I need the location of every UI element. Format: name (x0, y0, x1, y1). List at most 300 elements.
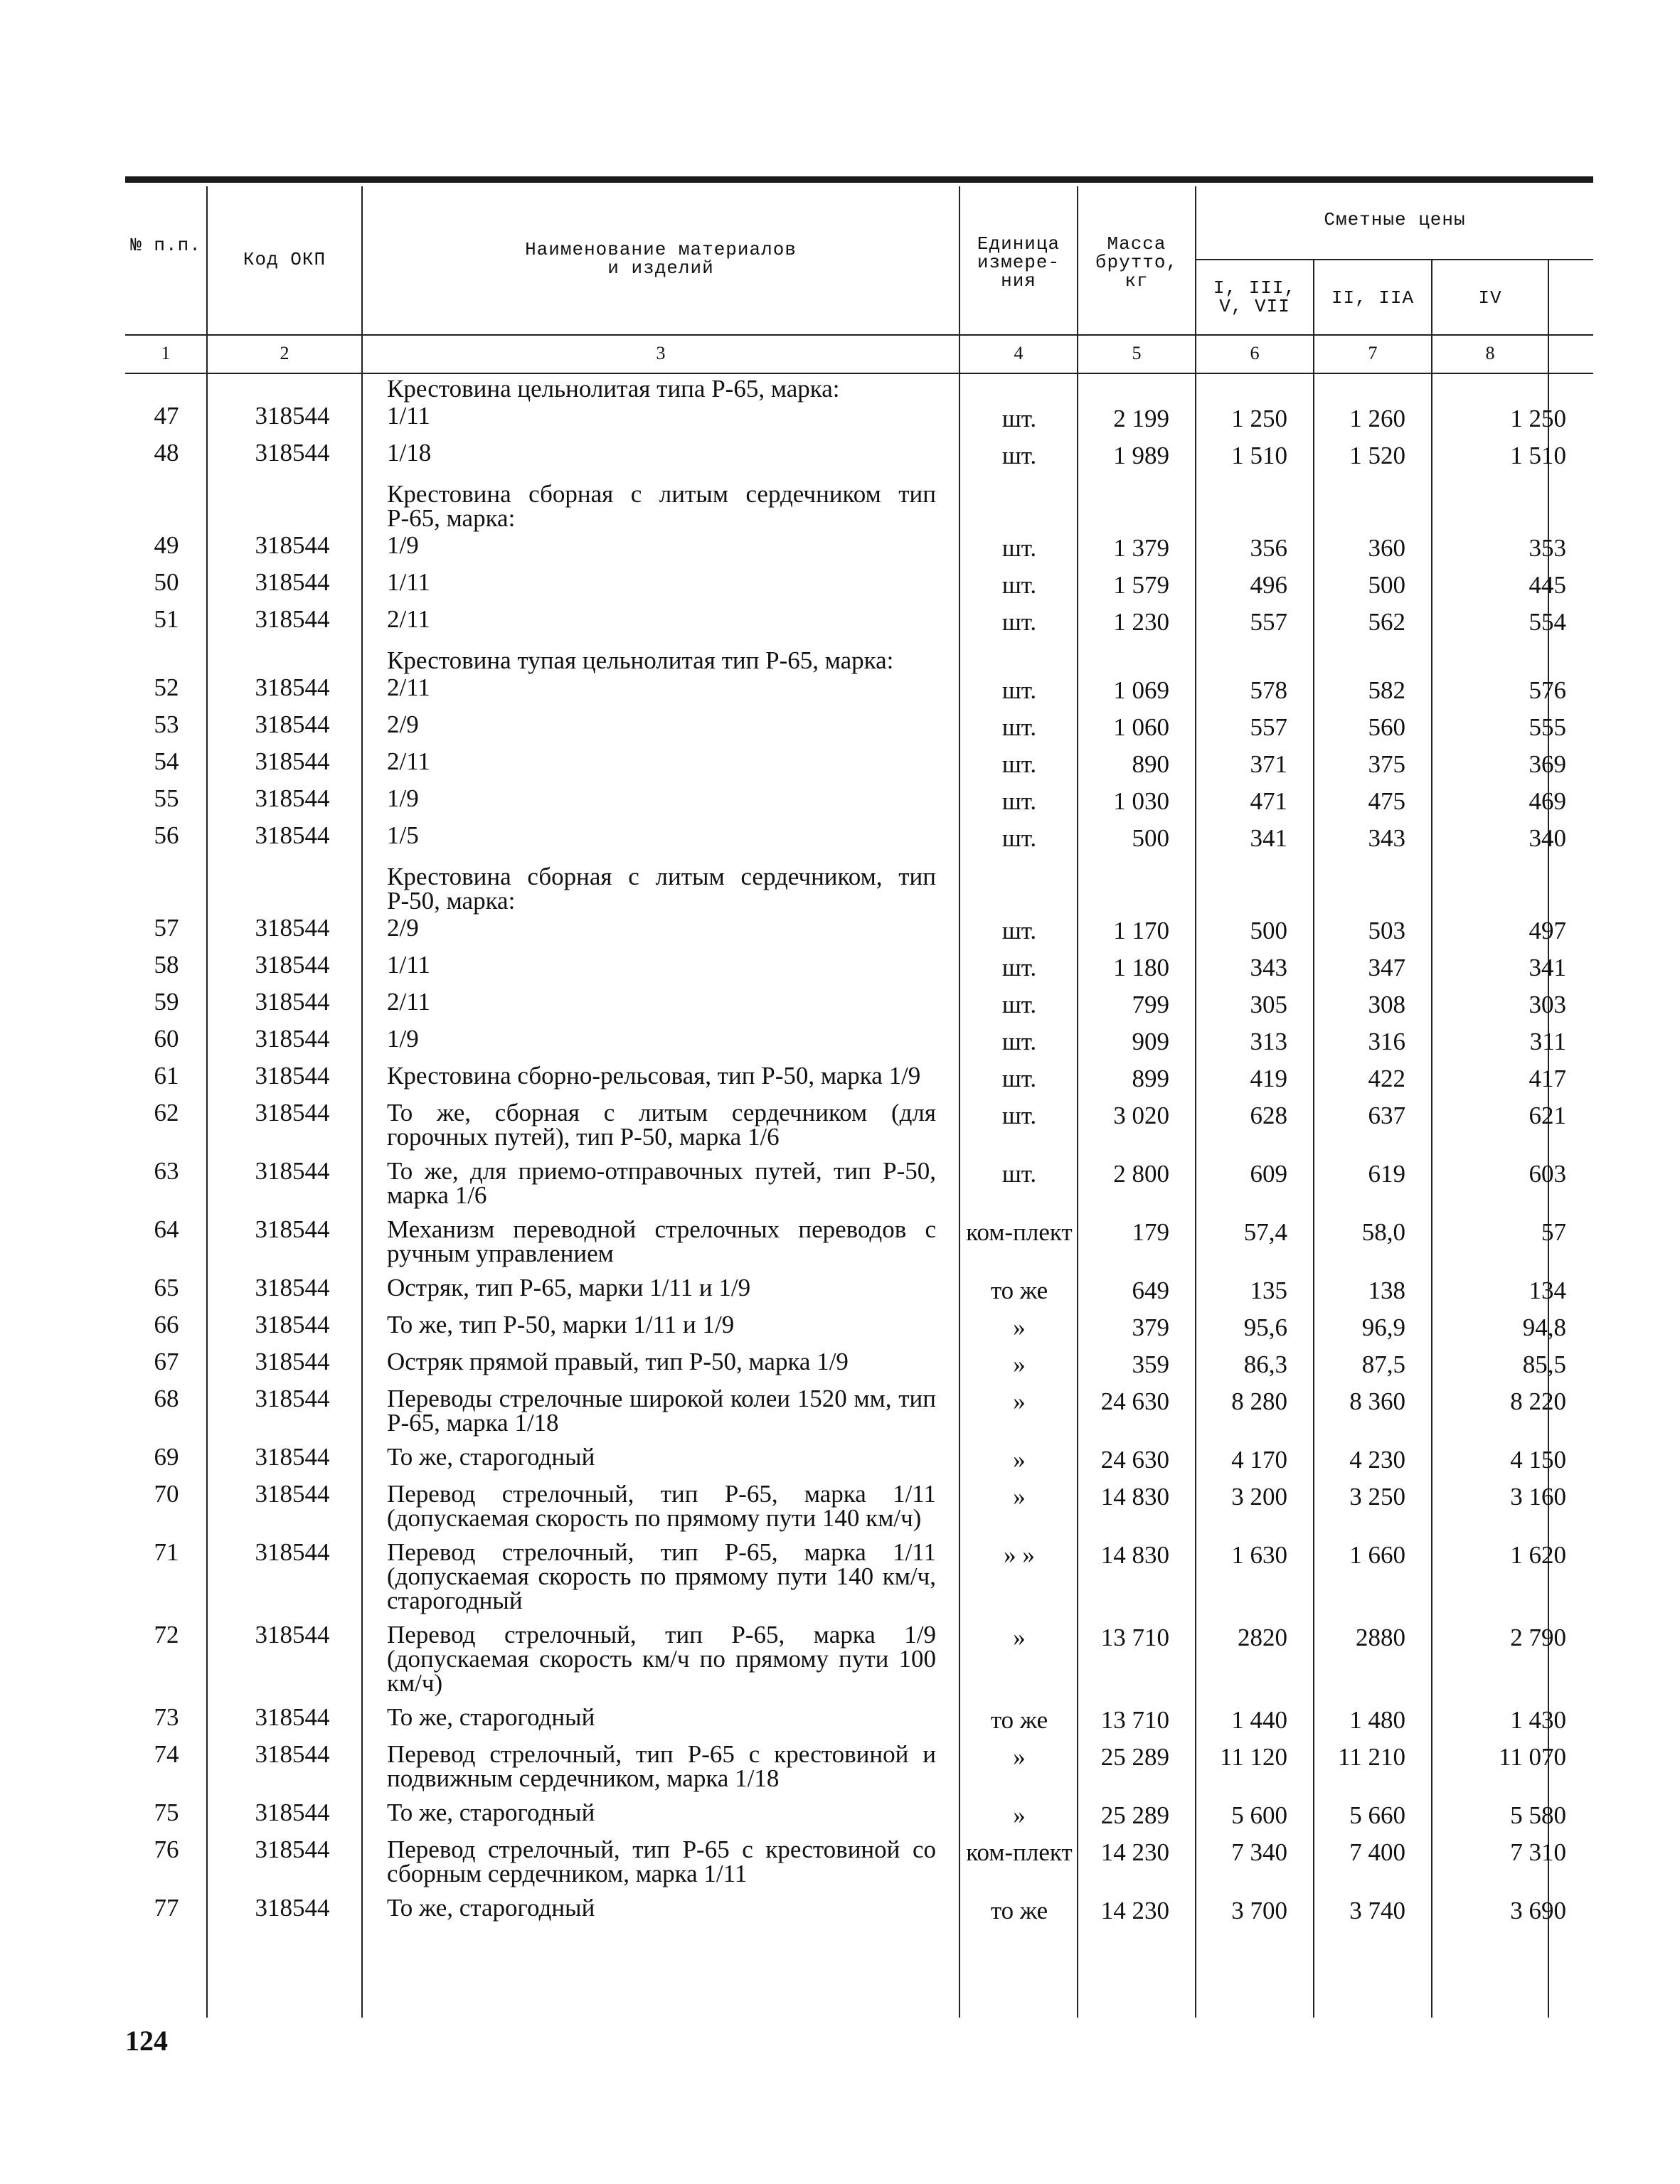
unit: шт. (1001, 1160, 1037, 1188)
column-number: 5 (1132, 343, 1142, 363)
column-number: 6 (1250, 343, 1260, 363)
mass: 1 379 (1113, 534, 1169, 562)
row-number: 55 (154, 784, 179, 812)
table-row (125, 1893, 1593, 1930)
okp-code: 318544 (255, 1443, 330, 1471)
mass: 179 (1132, 1218, 1169, 1246)
price-zone-3: 1 250 (1510, 405, 1566, 432)
unit: шт. (1001, 713, 1037, 741)
table-row (125, 1703, 1593, 1740)
okp-code: 318544 (255, 568, 330, 596)
price-zone-3: 603 (1529, 1160, 1566, 1188)
row-number: 77 (154, 1894, 179, 1922)
item-name: Остряк, тип Р-65, марки 1/11 и 1/9 (387, 1274, 751, 1301)
item-name: То же, старогодный (387, 1894, 595, 1922)
mass: 890 (1132, 750, 1169, 778)
price-zone-1: 7 340 (1231, 1838, 1287, 1866)
mass: 899 (1132, 1065, 1169, 1092)
item-name: 2/11 (387, 747, 430, 775)
price-zone-1: 578 (1250, 676, 1287, 704)
table-row (125, 710, 1593, 747)
unit: шт. (1001, 954, 1037, 981)
price-zone-2: 7 400 (1349, 1838, 1405, 1866)
row-number: 62 (154, 1099, 179, 1126)
header-col-unit: Единица измере- ния (977, 233, 1060, 292)
mass: 909 (1132, 1028, 1169, 1055)
row-number: 54 (154, 747, 179, 775)
okp-code: 318544 (255, 1348, 330, 1375)
price-zone-2: 2880 (1356, 1624, 1405, 1651)
row-number: 52 (154, 673, 179, 701)
price-zone-2: 11 210 (1338, 1743, 1405, 1771)
price-zone-1: 500 (1250, 917, 1287, 944)
item-name: 2/9 (387, 710, 419, 738)
okp-code: 318544 (255, 605, 330, 633)
unit: ком-плект (966, 1218, 1073, 1246)
price-zone-2: 619 (1368, 1160, 1405, 1188)
mass: 359 (1132, 1351, 1169, 1378)
header-col-price-2: II, IIA (1331, 287, 1415, 309)
price-zone-1: 356 (1250, 534, 1287, 562)
item-name: 1/11 (387, 951, 430, 979)
okp-code: 318544 (255, 439, 330, 467)
price-zone-3: 134 (1529, 1277, 1566, 1304)
item-name: 2/9 (387, 914, 419, 942)
price-zone-1: 86,3 (1243, 1351, 1287, 1378)
mass: 1 030 (1113, 787, 1169, 815)
price-zone-1: 95,6 (1243, 1314, 1287, 1341)
price-zone-3: 353 (1529, 534, 1566, 562)
mass: 3 020 (1113, 1102, 1169, 1129)
row-number: 51 (154, 605, 179, 633)
price-zone-1: 496 (1250, 571, 1287, 599)
item-name: Остряк прямой правый, тип Р-50, марка 1/9 (387, 1348, 849, 1375)
mass: 2 800 (1113, 1160, 1169, 1188)
header-col-num: № п.п. (130, 235, 201, 256)
price-zone-1: 4 170 (1231, 1446, 1287, 1474)
group-heading: Крестовина сборная с литым сердечником, тип Р-50, марка: (387, 863, 936, 915)
mass: 1 230 (1113, 608, 1169, 636)
price-zone-3: 369 (1529, 750, 1566, 778)
price-zone-1: 11 120 (1220, 1743, 1287, 1771)
unit: шт. (1001, 405, 1037, 432)
row-number: 49 (154, 531, 179, 559)
unit: » (1013, 1446, 1026, 1474)
column-number: 4 (1014, 343, 1024, 363)
mass: 379 (1132, 1314, 1169, 1341)
item-name: 1/9 (387, 531, 419, 559)
table-row (125, 1384, 1593, 1442)
price-zone-3: 445 (1529, 571, 1566, 599)
price-zone-2: 8 360 (1349, 1387, 1405, 1415)
price-zone-3: 8 220 (1510, 1387, 1566, 1415)
okp-code: 318544 (255, 710, 330, 738)
column-number: 8 (1485, 343, 1495, 363)
okp-code: 318544 (255, 1157, 330, 1185)
mass: 1 579 (1113, 571, 1169, 599)
okp-code: 318544 (255, 1311, 330, 1338)
table-row (125, 950, 1593, 987)
price-zone-2: 347 (1368, 954, 1405, 981)
item-name: 1/11 (387, 402, 430, 430)
item-name: То же, старогодный (387, 1703, 595, 1731)
table-row (125, 747, 1593, 784)
row-number: 75 (154, 1799, 179, 1826)
price-zone-1: 557 (1250, 608, 1287, 636)
okp-code: 318544 (255, 1836, 330, 1863)
group-heading: Крестовина цельнолитая типа Р-65, марка: (387, 375, 840, 403)
item-name: Крестовина сборно-рельсовая, тип Р-50, марка 1/9 (387, 1062, 921, 1090)
row-number: 53 (154, 710, 179, 738)
table-row (125, 531, 1593, 568)
price-zone-3: 1 430 (1510, 1706, 1566, 1734)
okp-code: 318544 (255, 747, 330, 775)
table-row (125, 1156, 1593, 1215)
price-zone-3: 555 (1529, 713, 1566, 741)
group-heading-row (125, 370, 1593, 401)
table-row (125, 401, 1593, 438)
price-zone-3: 3 690 (1510, 1897, 1566, 1924)
row-number: 50 (154, 568, 179, 596)
price-zone-3: 7 310 (1510, 1838, 1566, 1866)
price-zone-3: 340 (1529, 824, 1566, 852)
table-row (125, 1347, 1593, 1384)
item-name: 1/18 (387, 439, 432, 467)
unit: шт. (1001, 571, 1037, 599)
group-heading-row (125, 641, 1593, 673)
mass: 1 989 (1113, 442, 1169, 469)
unit: » » (1004, 1541, 1035, 1569)
price-zone-2: 562 (1368, 608, 1405, 636)
price-zone-3: 303 (1529, 991, 1566, 1018)
mass: 500 (1132, 824, 1169, 852)
unit: » (1013, 1387, 1026, 1415)
price-zone-3: 85,5 (1522, 1351, 1566, 1378)
header-rule (1195, 259, 1593, 260)
price-zone-1: 313 (1250, 1028, 1287, 1055)
row-number: 68 (154, 1385, 179, 1412)
okp-code: 318544 (255, 1274, 330, 1301)
unit: шт. (1001, 534, 1037, 562)
mass: 799 (1132, 991, 1169, 1018)
top-rule (125, 176, 1593, 183)
price-zone-3: 94,8 (1522, 1314, 1566, 1341)
price-zone-1: 57,4 (1243, 1218, 1287, 1246)
mass: 24 630 (1100, 1446, 1169, 1474)
price-zone-2: 1 660 (1349, 1541, 1405, 1569)
column-number: 3 (656, 343, 666, 363)
price-zone-2: 360 (1368, 534, 1405, 562)
price-zone-2: 96,9 (1361, 1314, 1405, 1341)
unit: » (1013, 1743, 1026, 1771)
okp-code: 318544 (255, 951, 330, 979)
price-zone-3: 417 (1529, 1065, 1566, 1092)
unit: шт. (1001, 676, 1037, 704)
price-zone-2: 1 520 (1349, 442, 1405, 469)
price-zone-2: 343 (1368, 824, 1405, 852)
okp-code: 318544 (255, 402, 330, 430)
item-name: 2/11 (387, 673, 430, 701)
price-zone-2: 4 230 (1349, 1446, 1405, 1474)
table-row (125, 821, 1593, 858)
price-zone-1: 135 (1250, 1277, 1287, 1304)
price-zone-3: 2 790 (1510, 1624, 1566, 1651)
price-zone-3: 341 (1529, 954, 1566, 981)
table-row (125, 1835, 1593, 1893)
unit: » (1013, 1624, 1026, 1651)
mass: 14 830 (1100, 1541, 1169, 1569)
price-zone-2: 3 740 (1349, 1897, 1405, 1924)
price-zone-1: 2820 (1238, 1624, 1287, 1651)
table-row (125, 438, 1593, 475)
okp-code: 318544 (255, 1703, 330, 1731)
column-number: 1 (161, 343, 171, 363)
price-zone-2: 500 (1368, 571, 1405, 599)
header-col-mass: Масса брутто, кг (1095, 233, 1179, 292)
price-zone-1: 371 (1250, 750, 1287, 778)
price-zone-3: 554 (1529, 608, 1566, 636)
price-zone-3: 1 510 (1510, 442, 1566, 469)
unit: то же (990, 1277, 1048, 1304)
table-row (125, 1273, 1593, 1310)
price-zone-1: 343 (1250, 954, 1287, 981)
row-number: 59 (154, 988, 179, 1016)
mass: 25 289 (1100, 1743, 1169, 1771)
price-zone-2: 58,0 (1361, 1218, 1405, 1246)
price-zone-1: 1 250 (1231, 405, 1287, 432)
okp-code: 318544 (255, 1062, 330, 1090)
table-row (125, 1620, 1593, 1703)
price-zone-1: 1 630 (1231, 1541, 1287, 1569)
table-row (125, 1215, 1593, 1273)
row-number: 72 (154, 1621, 179, 1648)
group-heading: Крестовина тупая цельнолитая тип Р-65, марка: (387, 646, 894, 674)
table-row (125, 1538, 1593, 1620)
price-zone-1: 3 700 (1231, 1897, 1287, 1924)
price-zone-2: 3 250 (1349, 1483, 1405, 1511)
unit: » (1013, 1351, 1026, 1378)
header-col-name: Наименование материалов и изделий (525, 239, 797, 279)
table-row (125, 673, 1593, 710)
unit: шт. (1001, 991, 1037, 1018)
item-name: То же, тип Р-50, марки 1/11 и 1/9 (387, 1311, 735, 1338)
group-heading: Крестовина сборная с литым сердечником тип Р-65, марка: (387, 480, 936, 532)
price-zone-3: 576 (1529, 676, 1566, 704)
mass: 1 180 (1113, 954, 1169, 981)
item-name: То же, старогодный (387, 1443, 595, 1471)
price-zone-3: 11 070 (1499, 1743, 1566, 1771)
price-zone-2: 582 (1368, 676, 1405, 704)
okp-code: 318544 (255, 1621, 330, 1648)
price-zone-3: 3 160 (1510, 1483, 1566, 1511)
unit: шт. (1001, 1102, 1037, 1129)
price-zone-3: 1 620 (1510, 1541, 1566, 1569)
price-zone-2: 316 (1368, 1028, 1405, 1055)
price-zone-2: 375 (1368, 750, 1405, 778)
header-col-price-3: IV (1478, 287, 1502, 309)
row-number: 65 (154, 1274, 179, 1301)
row-number: 73 (154, 1703, 179, 1731)
okp-code: 318544 (255, 821, 330, 849)
unit: то же (990, 1897, 1048, 1924)
mass: 25 289 (1100, 1801, 1169, 1829)
table-row (125, 913, 1593, 950)
table-row (125, 1098, 1593, 1156)
price-zone-2: 138 (1368, 1277, 1405, 1304)
column-number: 2 (280, 343, 289, 363)
okp-code: 318544 (255, 1215, 330, 1243)
mass: 13 710 (1100, 1624, 1169, 1651)
table-row (125, 1479, 1593, 1538)
item-name: Перевод стрелочный, тип Р-65, марка 1/9 (допускаемая скорость км/ч по прямому пути 100 км/ч) (387, 1621, 936, 1697)
mass: 1 069 (1113, 676, 1169, 704)
item-name: То же, старогодный (387, 1799, 595, 1826)
table-row (125, 604, 1593, 641)
item-name: Перевод стрелочный, тип Р-65 с крестовиной и подвижным сердечником, марка 1/18 (387, 1740, 936, 1792)
row-number: 47 (154, 402, 179, 430)
price-zone-2: 308 (1368, 991, 1405, 1018)
okp-code: 318544 (255, 531, 330, 559)
table-row (125, 987, 1593, 1024)
okp-code: 318544 (255, 1099, 330, 1126)
item-name: 1/11 (387, 568, 430, 596)
price-zone-2: 87,5 (1361, 1351, 1405, 1378)
price-zone-3: 497 (1529, 917, 1566, 944)
mass: 24 630 (1100, 1387, 1169, 1415)
price-zone-3: 469 (1529, 787, 1566, 815)
price-zone-2: 637 (1368, 1102, 1405, 1129)
okp-code: 318544 (255, 1385, 330, 1412)
row-number: 48 (154, 439, 179, 467)
table-row (125, 568, 1593, 604)
group-heading-row (125, 475, 1593, 531)
unit: шт. (1001, 787, 1037, 815)
price-zone-1: 8 280 (1231, 1387, 1287, 1415)
unit: шт. (1001, 750, 1037, 778)
price-zone-2: 475 (1368, 787, 1405, 815)
row-number: 63 (154, 1157, 179, 1185)
okp-code: 318544 (255, 1480, 330, 1508)
mass: 13 710 (1100, 1706, 1169, 1734)
price-zone-1: 305 (1250, 991, 1287, 1018)
price-zone-1: 609 (1250, 1160, 1287, 1188)
price-zone-1: 3 200 (1231, 1483, 1287, 1511)
price-zone-1: 557 (1250, 713, 1287, 741)
okp-code: 318544 (255, 1025, 330, 1053)
price-zone-3: 311 (1529, 1028, 1566, 1055)
item-name: Перевод стрелочный, тип Р-65 с крестовиной со сборным сердечником, марка 1/11 (387, 1836, 936, 1887)
mass: 1 170 (1113, 917, 1169, 944)
item-name: Перевод стрелочный, тип Р-65, марка 1/11 (допускаемая скорость по прямому пути 140 км/ч, старогодный (387, 1538, 936, 1614)
row-number: 71 (154, 1538, 179, 1566)
row-number: 74 (154, 1740, 179, 1768)
item-name: 2/11 (387, 988, 430, 1016)
table-row (125, 1310, 1593, 1347)
price-zone-3: 5 580 (1510, 1801, 1566, 1829)
unit: » (1013, 1801, 1026, 1829)
price-zone-1: 1 510 (1231, 442, 1287, 469)
row-number: 70 (154, 1480, 179, 1508)
mass: 14 230 (1100, 1838, 1169, 1866)
price-zone-1: 628 (1250, 1102, 1287, 1129)
table-row (125, 1740, 1593, 1798)
unit: шт. (1001, 917, 1037, 944)
unit: » (1013, 1483, 1026, 1511)
unit: » (1013, 1314, 1026, 1341)
price-zone-3: 621 (1529, 1102, 1566, 1129)
mass: 14 830 (1100, 1483, 1169, 1511)
row-number: 76 (154, 1836, 179, 1863)
page-number: 124 (125, 2025, 168, 2057)
price-zone-1: 341 (1250, 824, 1287, 852)
okp-code: 318544 (255, 988, 330, 1016)
price-zone-1: 471 (1250, 787, 1287, 815)
row-number: 66 (154, 1311, 179, 1338)
row-number: 64 (154, 1215, 179, 1243)
mass: 2 199 (1113, 405, 1169, 432)
row-number: 61 (154, 1062, 179, 1090)
table-row (125, 1024, 1593, 1061)
price-zone-2: 503 (1368, 917, 1405, 944)
unit: шт. (1001, 442, 1037, 469)
item-name: 2/11 (387, 605, 430, 633)
item-name: 1/9 (387, 784, 419, 812)
unit: то же (990, 1706, 1048, 1734)
table-row (125, 1061, 1593, 1098)
row-number: 56 (154, 821, 179, 849)
price-zone-2: 1 260 (1349, 405, 1405, 432)
unit: шт. (1001, 608, 1037, 636)
unit: шт. (1001, 1028, 1037, 1055)
price-zone-2: 560 (1368, 713, 1405, 741)
mass: 649 (1132, 1277, 1169, 1304)
price-zone-2: 5 660 (1349, 1801, 1405, 1829)
price-zone-1: 419 (1250, 1065, 1287, 1092)
price-zone-3: 4 150 (1510, 1446, 1566, 1474)
item-name: Переводы стрелочные широкой колеи 1520 мм, тип Р-65, марка 1/18 (387, 1385, 936, 1437)
header-col-code: Код ОКП (243, 249, 326, 270)
table-row (125, 784, 1593, 821)
unit: шт. (1001, 824, 1037, 852)
item-name: Перевод стрелочный, тип Р-65, марка 1/11 (допускаемая скорость по прямому пути 140 км/ч) (387, 1480, 936, 1532)
item-name: Механизм переводной стрелочных переводов с ручным управлением (387, 1215, 936, 1267)
table-row (125, 1798, 1593, 1835)
item-name: 1/5 (387, 821, 419, 849)
price-zone-3: 57 (1541, 1218, 1566, 1246)
price-zone-1: 5 600 (1231, 1801, 1287, 1829)
header-prices-group: Сметные цены (1324, 209, 1466, 230)
row-number: 60 (154, 1025, 179, 1053)
row-number: 69 (154, 1443, 179, 1471)
row-number: 67 (154, 1348, 179, 1375)
okp-code: 318544 (255, 1799, 330, 1826)
table-row (125, 1442, 1593, 1479)
item-name: То же, для приемо-отправочных путей, тип Р-50, марка 1/6 (387, 1157, 936, 1209)
unit: шт. (1001, 1065, 1037, 1092)
column-number: 7 (1368, 343, 1378, 363)
price-zone-2: 422 (1368, 1065, 1405, 1092)
row-number: 58 (154, 951, 179, 979)
unit: ком-плект (966, 1838, 1073, 1866)
mass: 1 060 (1113, 713, 1169, 741)
okp-code: 318544 (255, 673, 330, 701)
item-name: То же, сборная с литым сердечником (для горочных путей), тип Р-50, марка 1/6 (387, 1099, 936, 1151)
price-zone-1: 1 440 (1231, 1706, 1287, 1734)
okp-code: 318544 (255, 1538, 330, 1566)
mass: 14 230 (1100, 1897, 1169, 1924)
header-col-price-1: I, III, V, VII (1213, 277, 1297, 317)
row-number: 57 (154, 914, 179, 942)
